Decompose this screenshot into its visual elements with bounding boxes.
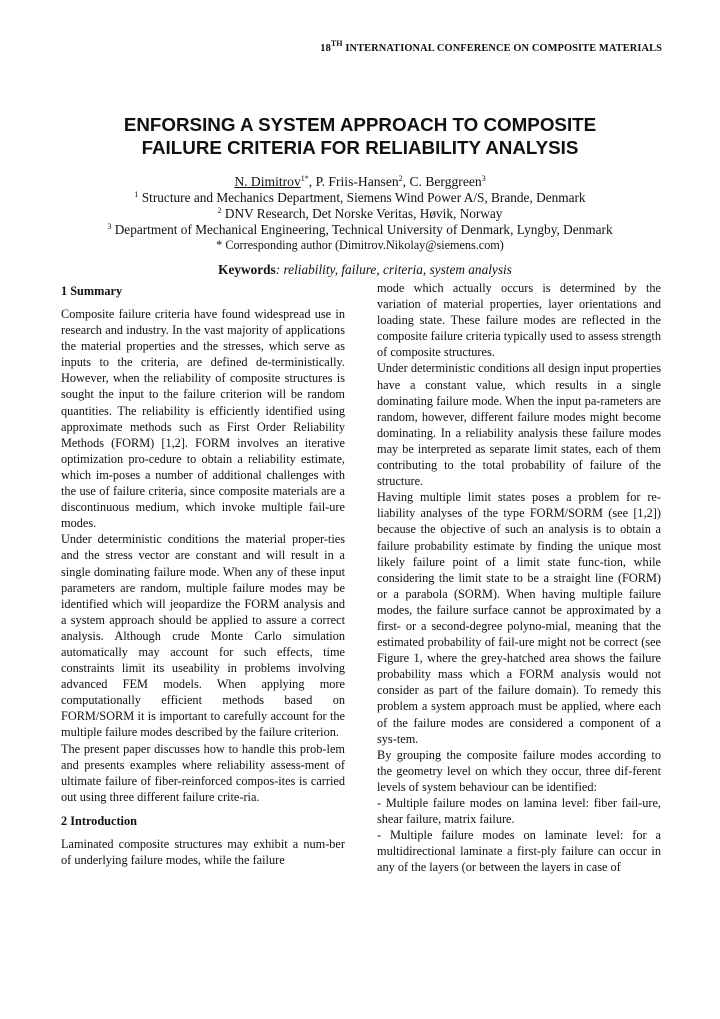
- right-column: [377, 280, 661, 875]
- section-heading-introduction: 2 Introduction: [61, 813, 137, 828]
- keywords-line: Keywords: reliability, failure, criteria, system analysis: [218, 262, 512, 277]
- keywords-text: reliability, failure, criteria, system analysis: [280, 262, 512, 277]
- paragraph: Having multiple limit states poses a problem for re-liability analyses of the type FORM/SORM (see [1,2]) because the objective of such an analysis is to obtain a failure probability estimate by finding the unique most likely failure point of a limit state func-tion, while considering the limit state to be a straight line (FORM) or a parabola (SORM). When having multiple failure modes, the failure surface cannot be approximated by a first- or a second-degree polyno-mial, meaning that the estimated probability of fail-ure might not be correct (see Figure 1, where the grey-hatched area shows the failure probability mass which a FORM analysis would not consider as part of the failure domain). To remedy this problem a system approach must be applied, where each of the failure modes are considered a component of a sys-tem.: [377, 490, 661, 746]
- title-line-1: ENFORSING A SYSTEM APPROACH TO COMPOSITE: [123, 114, 597, 135]
- author-3: C. Berggreen$^3$: [409, 174, 486, 189]
- author-1: N. Dimitrov$^{1*}$: [234, 174, 309, 189]
- keywords-label: Keywords: [218, 262, 276, 277]
- left-column: [61, 283, 345, 868]
- conference-name: INTERNATIONAL CONFERENCE ON COMPOSITE MATERIALS: [342, 43, 662, 54]
- title-line-2: FAILURE CRITERIA FOR RELIABILITY ANALYSIS: [141, 137, 579, 158]
- paragraph: mode which actually occurs is determined by the variation of material properties, layer orientations and loading state. These failure modes are reflected in the composite failure criteria typically used to assess strength of composite structures.: [377, 281, 661, 360]
- paragraph: The present paper discusses how to handle this prob-lem and presents examples where reliability assess-ment of ultimate failure of fiber-reinforced compos-ites is carried out using three different failure crite-ria.: [61, 741, 345, 804]
- section-heading-summary: 1 Summary: [61, 284, 123, 298]
- author-2: P. Friis-Hansen$^2$: [315, 174, 403, 189]
- running-header: [320, 39, 662, 54]
- paragraph: Composite failure criteria have found widespread use in research and industry. In the vast majority of applications the material properties and the stresses, which serve as inputs to the criteria, are defined de-terministically. However, when the reliability of composite structures is sought the input to the failure criterion will be random quantities. The reliability is efficiently identified using approximate methods such as First Order Reliability Methods (FORM) [1,2]. FORM involves an iterative optimization pro-cedure to obtain a reliability estimate, which im-poses a number of additional challenges with the use of failure criteria, since composite materials are a discontinuous medium, which invoke multiple fail-ure modes.: [61, 307, 345, 531]
- conference-number: 18: [320, 43, 331, 54]
- paragraph: Laminated composite structures may exhibit a num-ber of underlying failure modes, while the failure: [61, 836, 345, 867]
- paragraph: Under deterministic conditions the material proper-ties and the stress vector are constant and will result in a single dominating failure mode. When any of these input parameters are random, multiple failure modes may be identified which will jeopardize the FORM analysis and a system approach should be applied to assure a correct analysis. Although crude Monte Carlo simulation automatically may account for such effects, time constraints limit its useability in problems involving advanced FEM models. When applying more computationally efficient methods based on FORM/SORM it is important to carefully account for the multiple failure modes described by the failure criterion.: [61, 532, 345, 740]
- conference-suffix: TH: [330, 39, 343, 48]
- list-item: - Multiple failure modes on lamina level: fiber fail-ure, shear failure, matrix failure.: [377, 796, 661, 827]
- affiliation-3: $^3$ Department of Mechanical Engineering, Technical University of Denmark, Lyngby, Denmark: [107, 222, 613, 237]
- list-item: - Multiple failure modes on laminate level: for a multidirectional laminate a first-ply failure can occur in any of the layers (or between the layers in case of: [377, 828, 661, 875]
- affiliation-1: $^1$ Structure and Mechanics Department, Siemens Wind Power A/S, Brande, Denmark: [134, 190, 586, 205]
- corresponding-author: * Corresponding author (Dimitrov.Nikolay@siemens.com): [216, 238, 504, 252]
- paragraph: By grouping the composite failure modes according to the geometry level on which they occur, three dif-ferent levels of system behaviour can be identified:: [377, 747, 661, 794]
- author-list: N. Dimitrov$^{1*}$, P. Friis-Hansen$^2$, C. Berggreen$^3$: [234, 174, 486, 189]
- affiliation-2: $^2$ DNV Research, Det Norske Veritas, Høvik, Norway: [217, 206, 503, 221]
- paper-title: [0, 113, 720, 159]
- paragraph: Under deterministic conditions all design input properties have a constant value, which results in a single dominating failure mode. When the input pa-rameters are random, however, different failure modes might become dominating. In a reliability analysis these failure modes may be interpreted as separate limit states, each of them contributing to the total probability of failure of the structure.: [377, 361, 661, 489]
